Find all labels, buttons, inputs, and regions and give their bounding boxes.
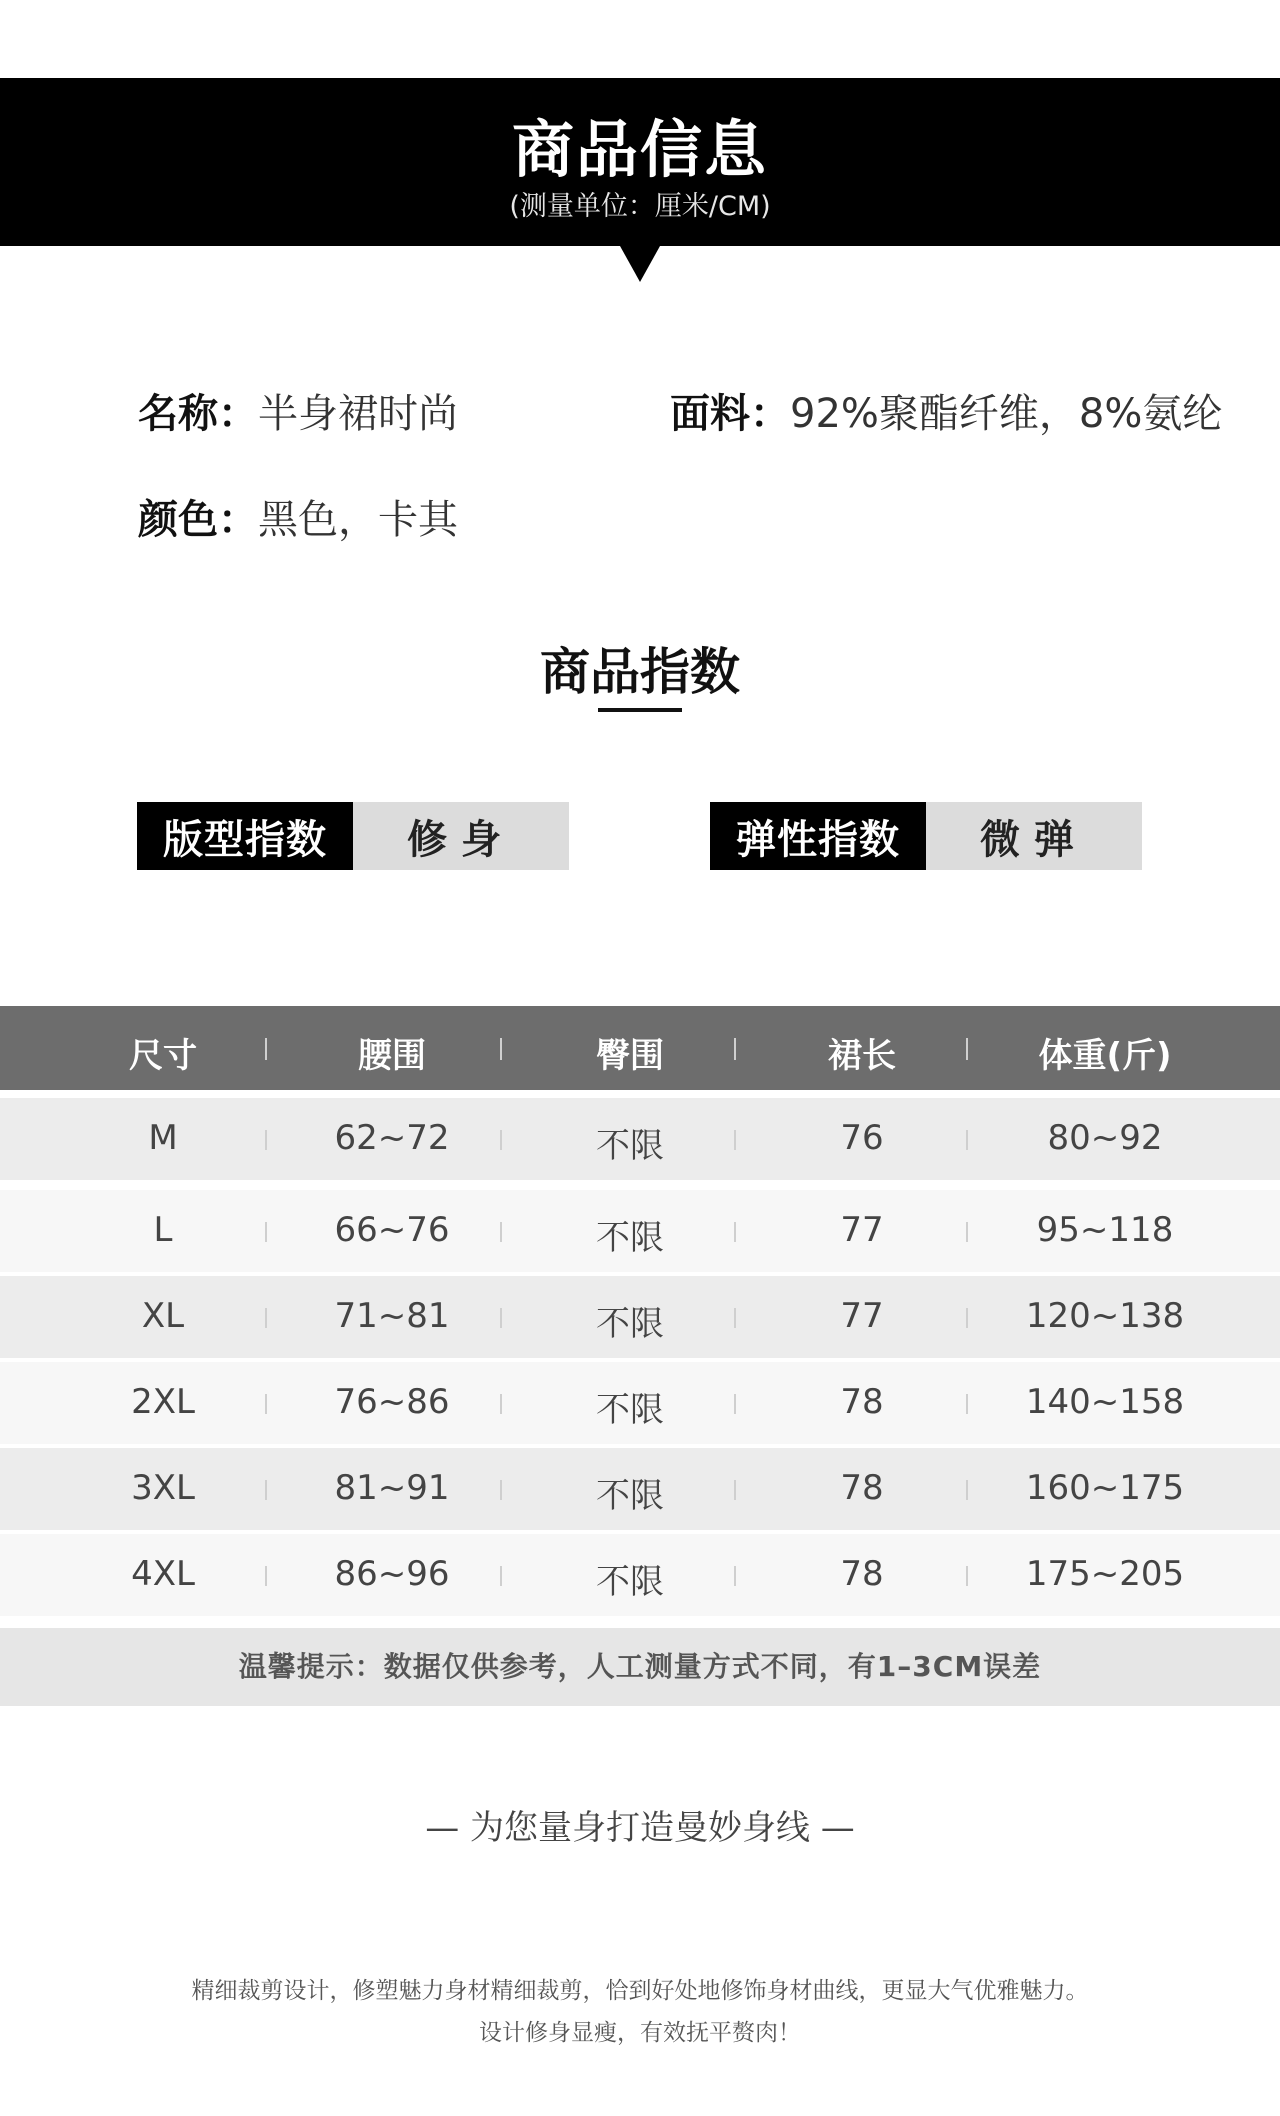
product-color-label: 颜色：: [138, 497, 258, 543]
cell-hip: 不限: [596, 1218, 664, 1258]
cell-length: 76: [840, 1118, 884, 1158]
row-divider: [500, 1308, 502, 1328]
cell-weight: 140~158: [1025, 1382, 1185, 1422]
product-color: [138, 488, 458, 545]
row-divider: [265, 1308, 267, 1328]
row-divider: [966, 1480, 968, 1500]
row-divider: [500, 1130, 502, 1150]
row-divider: [966, 1130, 968, 1150]
header-size: 尺寸: [129, 1036, 197, 1076]
row-divider: [265, 1394, 267, 1414]
row-divider: [265, 1222, 267, 1242]
cell-size: 4XL: [131, 1554, 195, 1594]
index-section-title: 商品指数: [540, 643, 740, 701]
cell-hip: 不限: [596, 1126, 664, 1166]
description-line-2: 设计修身显瘦，有效抚平赘肉！: [479, 2020, 801, 2046]
cell-waist: 86~96: [334, 1554, 450, 1594]
banner-arrow-icon: [620, 246, 660, 282]
cell-length: 78: [840, 1382, 884, 1422]
row-divider: [734, 1480, 736, 1500]
fit-index-badge: [137, 802, 569, 870]
elastic-index-label: 弹性指数: [710, 802, 926, 870]
product-name-value: 半身裙时尚: [258, 391, 458, 437]
product-fabric-value: 92%聚酯纤维，8%氨纶: [790, 391, 1223, 437]
row-divider: [734, 1394, 736, 1414]
row-divider: [734, 1308, 736, 1328]
table-row: [0, 1098, 1280, 1180]
product-fabric-label: 面料：: [670, 391, 790, 437]
measurement-tip: 温馨提示：数据仅供参考，人工测量方式不同，有1–3CM误差: [0, 1628, 1280, 1706]
cell-size: XL: [141, 1296, 185, 1336]
row-divider: [265, 1566, 267, 1586]
header-waist: 腰围: [358, 1036, 426, 1076]
row-divider: [500, 1394, 502, 1414]
product-name: [138, 382, 458, 439]
cell-size: M: [148, 1118, 178, 1158]
cell-length: 78: [840, 1554, 884, 1594]
cell-length: 78: [840, 1468, 884, 1508]
product-info-banner: [0, 78, 1280, 246]
product-fabric: [670, 382, 1222, 439]
cell-waist: 81~91: [334, 1468, 450, 1508]
row-divider: [966, 1566, 968, 1586]
row-divider: [966, 1222, 968, 1242]
banner-subtitle: (测量单位：厘米/CM): [509, 191, 771, 222]
cell-weight: 175~205: [1025, 1554, 1185, 1594]
cell-size: 3XL: [131, 1468, 195, 1508]
cell-waist: 71~81: [334, 1296, 450, 1336]
row-divider: [265, 1480, 267, 1500]
cell-hip: 不限: [596, 1390, 664, 1430]
cell-hip: 不限: [596, 1562, 664, 1602]
header-hip: 臀围: [596, 1036, 664, 1076]
fit-index-value: 修身: [353, 802, 569, 870]
cell-weight: 160~175: [1025, 1468, 1185, 1508]
product-color-value: 黑色，卡其: [258, 497, 458, 543]
cell-size: 2XL: [131, 1382, 195, 1422]
table-row: [0, 1276, 1280, 1358]
cell-hip: 不限: [596, 1304, 664, 1344]
banner-title: 商品信息: [511, 113, 768, 186]
header-divider: [265, 1038, 267, 1060]
cell-length: 77: [840, 1210, 884, 1250]
cell-waist: 62~72: [334, 1118, 450, 1158]
row-divider: [500, 1480, 502, 1500]
cell-weight: 95~118: [1036, 1210, 1174, 1250]
cell-waist: 76~86: [334, 1382, 450, 1422]
row-divider: [734, 1222, 736, 1242]
description-line-1: 精细裁剪设计，修塑魅力身材精细裁剪，恰到好处地修饰身材曲线，更显大气优雅魅力。: [191, 1978, 1089, 2004]
row-divider: [966, 1308, 968, 1328]
header-divider: [500, 1038, 502, 1060]
header-weight: 体重(斤): [1038, 1036, 1172, 1076]
table-row: [0, 1362, 1280, 1444]
table-row: [0, 1534, 1280, 1616]
cell-weight: 80~92: [1047, 1118, 1163, 1158]
row-divider: [734, 1566, 736, 1586]
slogan: — 为您量身打造曼妙身线 —: [425, 1808, 855, 1848]
size-table-header: [0, 1006, 1280, 1090]
cell-waist: 66~76: [334, 1210, 450, 1250]
product-name-label: 名称：: [138, 391, 258, 437]
row-divider: [500, 1566, 502, 1586]
index-section-underline: [598, 708, 682, 712]
header-length: 裙长: [828, 1036, 896, 1076]
table-row: [0, 1190, 1280, 1272]
cell-weight: 120~138: [1025, 1296, 1185, 1336]
elastic-index-value: 微弹: [926, 802, 1142, 870]
row-divider: [265, 1130, 267, 1150]
table-row: [0, 1448, 1280, 1530]
cell-hip: 不限: [596, 1476, 664, 1516]
cell-length: 77: [840, 1296, 884, 1336]
row-divider: [500, 1222, 502, 1242]
cell-size: L: [153, 1210, 173, 1250]
header-divider: [734, 1038, 736, 1060]
header-divider: [966, 1038, 968, 1060]
elastic-index-badge: [710, 802, 1142, 870]
row-divider: [966, 1394, 968, 1414]
row-divider: [734, 1130, 736, 1150]
fit-index-label: 版型指数: [137, 802, 353, 870]
